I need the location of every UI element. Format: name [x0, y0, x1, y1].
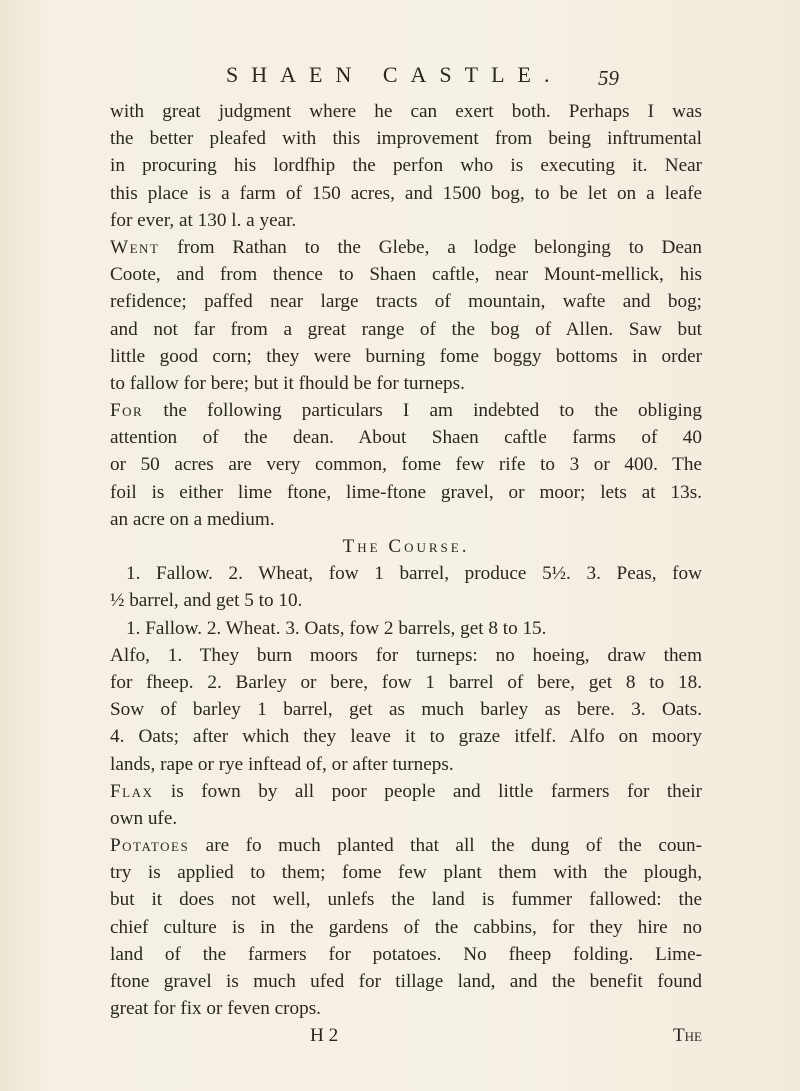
text-line: an acre on a medium.	[110, 508, 275, 530]
text-line: 1. Fallow. 2. Wheat, fow 1 barrel, produce 5½. 3. Peas, fow	[126, 563, 702, 585]
text-line: the better pleafed with this improvement from being inftrumental	[110, 128, 702, 150]
text-line: this place is a farm of 150 acres, and 1500 bog, to be let on a leafe	[110, 182, 702, 204]
text-line: for fheep. 2. Barley or bere, fow 1 barrel of bere, get 8 to 18.	[110, 671, 702, 693]
text-line: in procuring his lordfhip the perfon who is executing it. Near	[110, 155, 702, 177]
paragraph-flax	[110, 778, 702, 832]
paragraph-for	[110, 397, 702, 533]
paragraph-lead-word: Went	[110, 236, 160, 258]
paragraph-lead-word: Flax	[110, 780, 154, 802]
text-line: refidence; paffed near large tracts of mountain, wafte and bog;	[110, 291, 702, 313]
text-line: Sow of barley 1 barrel, get as much barley as bere. 3. Oats.	[110, 699, 702, 721]
text-line: with great judgment where he can exert both. Perhaps I was	[110, 101, 702, 122]
text-line: try is applied to them; fome few plant them with the plough,	[110, 862, 702, 884]
text-line: great for fix or feven crops.	[110, 998, 321, 1020]
text-line: foil is either lime ftone, lime-ftone gravel, or moor; lets at 13s.	[110, 481, 702, 503]
text-line: and not far from a great range of the bog of Allen. Saw but	[110, 318, 702, 340]
text-line: ½ barrel, and get 5 to 10.	[110, 590, 303, 612]
text-line: lands, rape or rye inftead of, or after turneps.	[110, 753, 454, 775]
catchword: The	[672, 1025, 702, 1047]
course-list	[110, 560, 702, 778]
paragraph-went	[110, 234, 702, 397]
text-line	[110, 397, 702, 424]
text-line	[110, 778, 702, 805]
paragraph-lead-word: For	[110, 400, 144, 422]
running-title: SHAEN CASTLE.	[226, 62, 563, 87]
text-line: but it does not well, unlefs the land is fummer fallowed: the	[110, 889, 702, 911]
text-line: Coote, and from thence to Shaen caftle, near Mount-mellick, his	[110, 264, 702, 286]
text-line: for ever, at 130 l. a year.	[110, 209, 297, 231]
text-line: own ufe.	[110, 807, 178, 829]
text-line: to fallow for bere; but it fhould be for turneps.	[110, 372, 465, 394]
text-line: ftone gravel is much ufed for tillage land, and the benefit found	[110, 971, 702, 992]
paragraph-lead-word: Potatoes	[110, 835, 190, 857]
text-fragment: are fo much planted that all the dung of the coun-	[205, 835, 702, 857]
text-line: land of the farmers for potatoes. No fheep folding. Lime-	[110, 943, 702, 965]
text-line: little good corn; they were burning fome boggy bottoms in order	[110, 345, 702, 367]
text-line	[110, 832, 702, 859]
body-text	[110, 98, 702, 1050]
paragraph-potatoes	[110, 832, 702, 1022]
section-heading-the-course: The Course.	[342, 536, 470, 557]
text-line: Alfo, 1. They burn moors for turneps: no hoeing, draw them	[110, 644, 702, 666]
text-fragment: the following particulars I am indebted to the obliging	[163, 400, 702, 422]
page-number: 59	[598, 66, 619, 90]
text-fragment: is fown by all poor people and little farmers for their	[170, 780, 702, 802]
text-line: or 50 acres are very common, fome few rife to 3 or 400. The	[110, 454, 702, 476]
text-fragment: from Rathan to the Glebe, a lodge belonging to Dean	[177, 236, 702, 258]
page-header	[0, 62, 800, 92]
text-line: attention of the dean. About Shaen caftle farms of 40	[110, 427, 702, 449]
text-line	[110, 234, 702, 261]
paragraph-improvement	[110, 98, 702, 234]
signature-mark: H 2	[310, 1025, 339, 1047]
page-footer	[110, 1022, 702, 1049]
text-line: 4. Oats; after which they leave it to graze itfelf. Alfo on moory	[110, 726, 702, 748]
text-line: chief culture is in the gardens of the cabbins, for they hire no	[110, 916, 702, 938]
text-line: 1. Fallow. 2. Wheat. 3. Oats, fow 2 barrels, get 8 to 15.	[126, 617, 547, 639]
